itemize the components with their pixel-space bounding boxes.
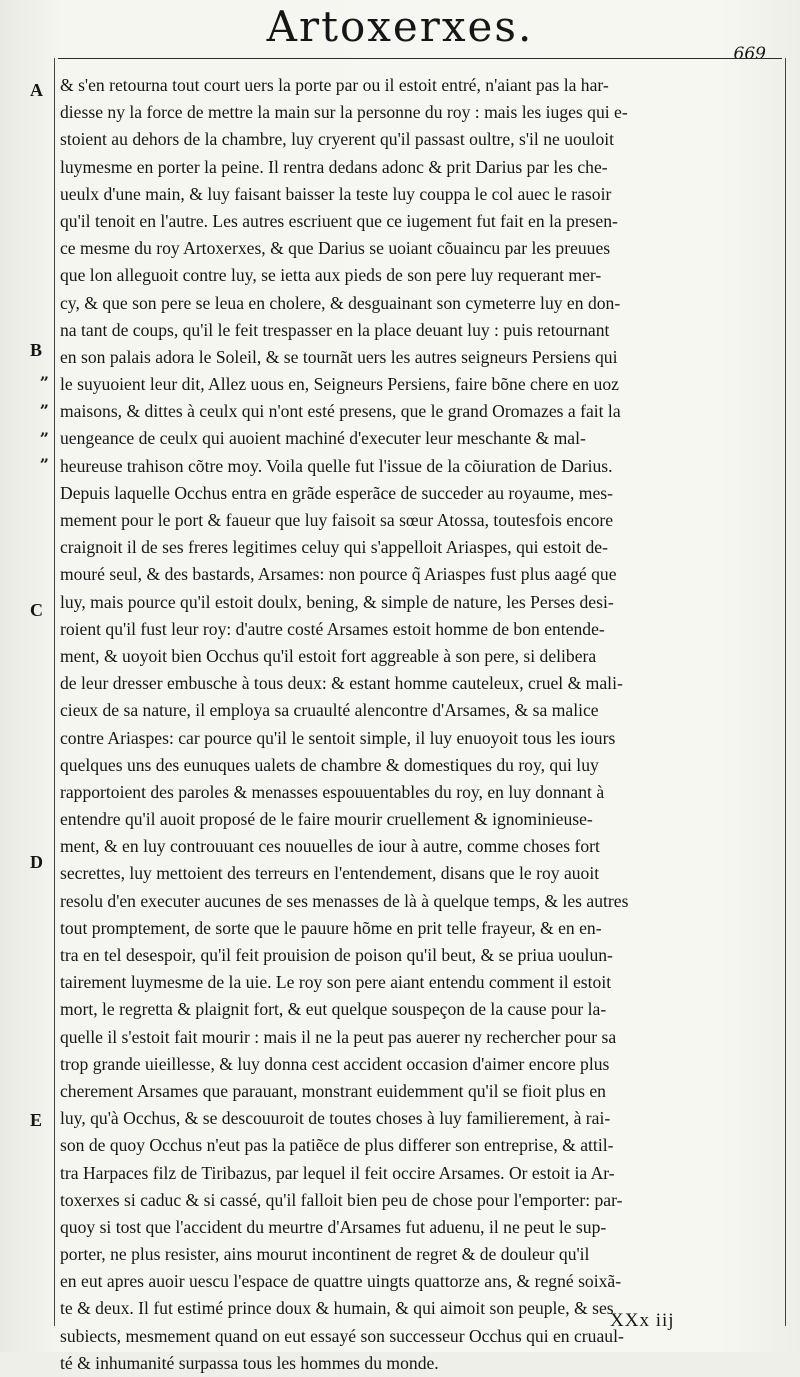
text-line: té & inhumanité surpassa tous les hommes du monde. [60,1352,439,1373]
text-line: que lon alleguoit contre luy, se ietta aux pieds de son pere luy requerant mer- [60,265,602,286]
text-line: luy, qu'à Occhus, & se descouuroit de toutes choses à luy familierement, à rai- [60,1108,611,1129]
text-line: entendre qu'il auoit proposé de le faire mourir cruellement & ignominieuse- [60,809,593,830]
text-line: roient qu'il fust leur roy: d'autre costé Arsames estoit homme de bon entende- [60,618,605,639]
text-line: son de quoy Occhus n'eut pas la patiẽce de plus differer son entreprise, & attil- [60,1135,614,1156]
text-line: tairement luymesme de la uie. Le roy son pere aiant entendu comment il estoit [60,972,612,993]
text-line: luy, mais pource qu'il estoit doulx, bening, & simple de nature, les Perses desi- [60,591,614,612]
margin-marker-d: D [30,852,43,872]
text-line: mement pour le port & faueur que luy faisoit sa sœur Atossa, toutesfois encore [60,510,614,530]
text-line: tout promptement, de sorte que le pauure hõme en prit telle frayeur, & en en- [60,917,602,938]
signature-mark: XXx iij [610,1310,675,1331]
page-number: 669 [733,44,766,64]
text-line: cy, & que son pere se leua en cholere, & desguainant son cymeterre luy en don- [60,292,621,313]
text-line: en son palais adora le Soleil, & se tournãt uers les autres seigneurs Persiens qui [60,346,618,367]
text-line: mouré seul, & des bastards, Arsames: non pource q̃ Ariaspes fust plus aagé que [60,564,617,585]
text-line: luymesme en porter la peine. Il rentra dedans adonc & prit Darius par les che- [60,156,608,177]
text-line: resolu d'en executer aucunes de ses menasses de là à quelque temps, & les autres [60,890,629,911]
text-line: Depuis laquelle Occhus entra en grãde esperãce de succeder au royaume, mes- [60,482,613,503]
margin-marker-a: A [30,80,43,100]
text-line: toxerxes si caduc & si cassé, qu'il falloit bien peu de chose pour l'emporter: par- [60,1189,623,1210]
text-line: porter, ne plus resister, ains mourut incontinent de regret & de douleur qu'il [60,1244,590,1265]
text-line: de leur dresser embusche à tous deux: & estant homme cauteleux, cruel & mali- [60,673,623,694]
text-line: rapportoient des paroles & menasses espouuentables du roy, en luy donnant à [60,781,605,802]
text-line: & s'en retourna tout court uers la porte par ou il estoit entré, n'aiant pas la har- [60,75,609,95]
margin-marker-e: E [30,1110,43,1130]
text-line: subiects, mesmement quand on eut essayé son successeur Occhus qui en cruaul- [60,1325,624,1346]
margin-marker-c: C [30,600,43,620]
text-line: secrettes, luy mettoient des terreurs en l'entendement, disans que le roy auoit [60,863,600,884]
margin-marker-b: B [30,340,43,360]
text-line: ueulx d'une main, & luy faisant baisser la teste luy couppa le col auec le rasoir [60,183,612,204]
text-line: ce mesme du roy Artoxerxes, & que Darius se uoiant cõuaincu par les preuues [60,238,611,259]
text-line: ment, & uoyoit bien Occhus qu'il estoit fort aggreable à son pere, si delibera [60,645,597,666]
text-line: diesse ny la force de mettre la main sur la personne du roy : mais les iuges qui e- [60,102,628,123]
running-title: Artoxerxes. [266,2,534,51]
margin-quote-mark: „ [40,420,50,439]
text-line: quelle il s'estoit fait mourir : mais il ne la peut pas auerer ny rechercher pour sa [60,1026,617,1047]
text-line: cieux de sa nature, il employa sa cruaulté alencontre d'Arsames, & sa malice [60,700,599,721]
text-line: mort, le regretta & plaignit fort, & eut quelque souspeçon de la cause pour la- [60,999,607,1020]
text-line: te & deux. Il fut estimé prince doux & humain, & qui aimoit son peuple, & ses [60,1298,614,1319]
text-line: contre Ariaspes: car pource qu'il le sentoit simple, il luy enuoyoit tous les iours [60,727,616,748]
text-line: le suyuoient leur dit, Allez uous en, Seigneurs Persiens, faire bõne chere en uoz [60,374,619,395]
margin-quote-mark: „ [40,446,50,465]
text-line: heureuse trahison cõtre moy. Voila quelle fut l'issue de la cõiuration de Darius. [60,455,613,476]
margin-quote-mark: „ [40,364,50,383]
text-line: tra en tel desespoir, qu'il feit prouision de poison qu'il beut, & se priua uoulun- [60,945,613,965]
text-line: cherement Arsames que parauant, monstrant euidemment qu'il se fioit plus en [60,1080,606,1101]
text-line: en eut apres auoir uescu l'espace de quattre uingts quattorze ans, & regné soixã- [60,1271,622,1292]
text-line: ment, & en luy controuuant ces nouuelles de iour à autre, comme choses fort [60,836,600,857]
text-line: quoy si tost que l'accident du meurtre d'Arsames fut aduenu, il ne peut le sup- [60,1216,607,1237]
text-line: quelques uns des eunuques ualets de chambre & domestiques du roy, qui luy [60,754,599,775]
text-line: na tant de coups, qu'il le feit trespasser en la place deuant luy : puis retournant [60,319,610,340]
text-line: qu'il tenoit en l'autre. Les autres escriuent que ce iugement fut fait en la presen- [60,210,618,231]
margin-quote-mark: „ [40,392,50,411]
text-line: uengeance de ceulx qui auoient machiné d'executer leur meschante & mal- [60,428,586,449]
text-line: trop grande uieillesse, & luy donna cest accident occasion d'aimer encore plus [60,1053,610,1074]
text-line: tra Harpaces filz de Tiribazus, par lequel il feit occire Arsames. Or estoit ia Ar- [60,1162,615,1183]
body-text [60,72,774,1377]
text-line: craignoit il de ses freres legitimes celuy qui s'appelloit Ariaspes, qui estoit de- [60,537,608,558]
text-line: maisons, & dittes à ceulx qui n'ont esté presens, que le grand Oromazes a fait la [60,401,621,422]
text-line: stoient au dehors de la chambre, luy cryerent qu'il passast oultre, s'il ne uouloit [60,129,615,150]
